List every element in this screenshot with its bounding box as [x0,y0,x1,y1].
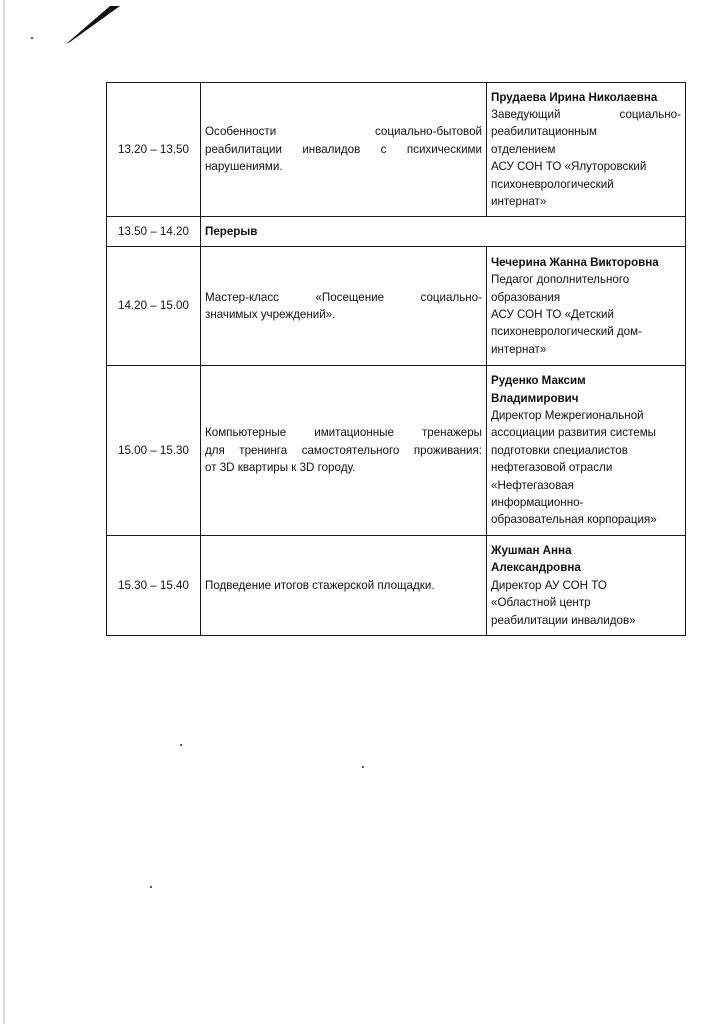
schedule-row [107,536,686,636]
topic-cell [201,83,487,217]
speaker-line: образования [491,290,561,304]
speaker-cell [487,247,686,366]
topic-line: для тренинга самостоятельного проживания: [205,443,482,457]
topic-line: Подведение итогов стажерской площадки. [205,578,435,592]
speaker-cell [487,366,686,536]
speaker-name: Жушман Анна [491,543,572,557]
speaker-line: «Нефтегазовая [491,478,574,492]
scan-speck [150,886,152,888]
speaker-line: Педагог дополнительного [491,273,630,287]
speaker-name: Александровна [491,561,581,575]
speaker-line: АСУ СОН ТО «Детский [491,308,614,321]
time-cell: 15.30 – 15.40 [107,536,201,636]
topic-line: Мастер-класс «Посещение социально- [205,290,482,304]
topic-cell [201,366,487,536]
speaker-line: интернат» [491,195,547,209]
speaker-cell [487,536,686,636]
speaker-line: нефтегазовой отрасли [491,461,613,475]
schedule-row [107,247,686,366]
topic-line: реабилитации инвалидов с психическими [205,142,482,156]
scan-edge [3,0,5,1024]
speaker-line: Директор АУ СОН ТО [491,578,607,592]
speaker-line: ассоциации развития системы [491,426,657,440]
time-cell: 14.20 – 15.00 [107,247,201,366]
schedule-row [107,83,686,217]
scan-speck [31,37,33,39]
speaker-line: образовательная корпорация» [491,513,657,527]
topic-line: Компьютерные имитационные тренажеры [205,426,482,440]
speaker-name: Прудаева Ирина Николаевна [491,90,658,104]
schedule-row [107,366,686,536]
speaker-line: интернат» [491,342,547,356]
speaker-line: реабилитационным [491,125,598,139]
topic-line: значимых учреждений». [205,308,336,321]
pen-stroke-mark [62,4,122,46]
speaker-name: Чечерина Жанна Викторовна [491,255,659,269]
topic-line: от 3D квартиры к 3D городу. [205,461,356,475]
scan-speck [180,744,182,746]
speaker-line: Заведующий социально- [491,107,681,121]
break-label: Перерыв [201,217,686,247]
speaker-line: Директор Межрегиональной [491,408,644,422]
time-cell: 13.20 – 13.50 [107,83,201,217]
topic-line: Особенности социально-бытовой [205,125,482,139]
speaker-cell [487,83,686,217]
topic-cell [201,247,487,366]
speaker-line: подготовки специалистов [491,443,628,457]
speaker-name: Руденко Максим [491,374,586,388]
time-cell: 15.00 – 15.30 [107,366,201,536]
schedule-table [106,82,686,636]
speaker-line: информационно- [491,496,584,510]
speaker-name: Владимирович [491,391,579,405]
schedule-row-break [107,217,686,247]
speaker-line: «Областной центр [491,596,591,610]
scan-speck [362,766,364,768]
speaker-line: психоневрологический дом- [491,325,642,339]
speaker-line: АСУ СОН ТО «Ялуторовский [491,160,647,174]
time-cell: 13.50 – 14.20 [107,217,201,247]
topic-line: нарушениями. [205,160,283,174]
speaker-line: отделением [491,142,556,156]
speaker-line: реабилитации инвалидов» [491,613,636,627]
topic-cell [201,536,487,636]
speaker-line: психоневрологический [491,177,614,191]
